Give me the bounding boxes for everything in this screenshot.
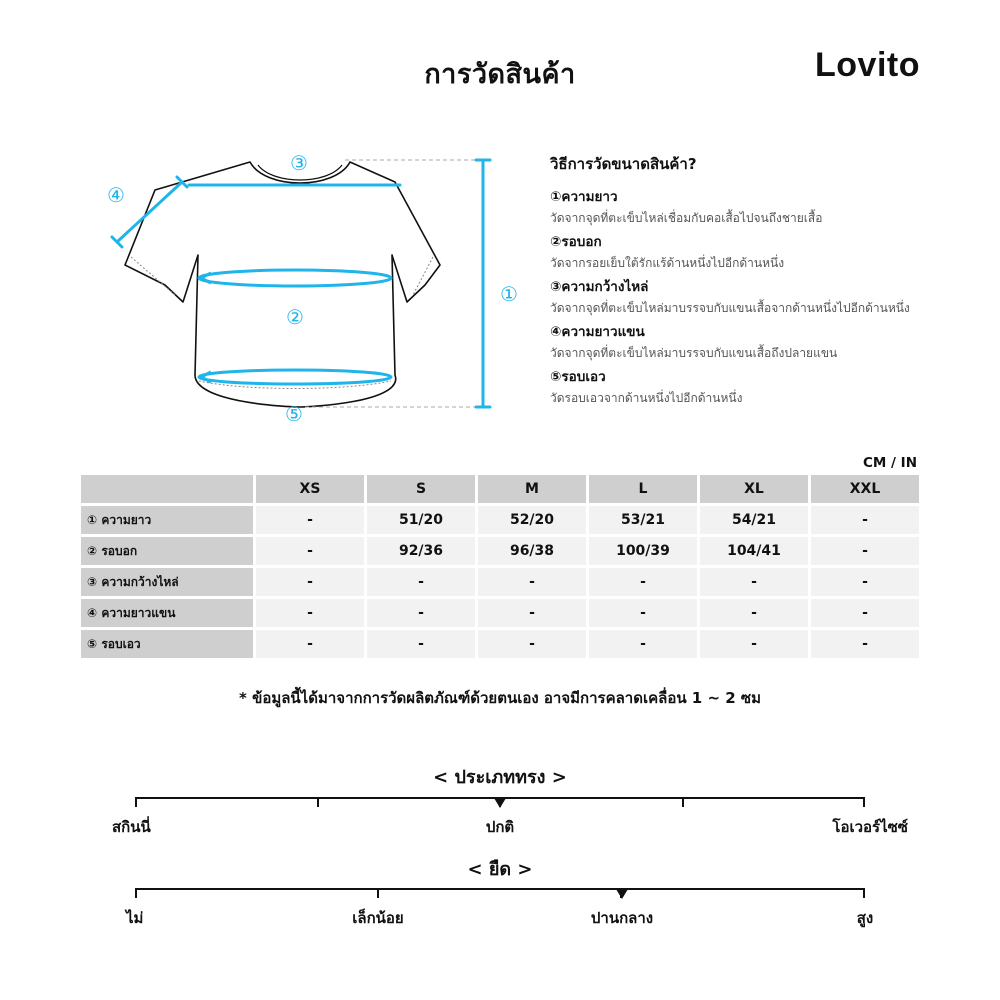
howto-item-chest bbox=[550, 231, 970, 273]
table-cell: 54/21 bbox=[700, 506, 808, 534]
stretch-scale-title: < ยืด > bbox=[467, 859, 533, 880]
table-cell: - bbox=[256, 506, 364, 534]
unit-label: CM / IN bbox=[863, 455, 917, 471]
fit-scale-tick bbox=[682, 797, 684, 807]
fit-scale-tick bbox=[135, 797, 137, 807]
stretch-scale-tick bbox=[377, 888, 379, 898]
stretch-scale bbox=[135, 888, 865, 928]
table-cell: - bbox=[478, 599, 586, 627]
table-cell: 100/39 bbox=[589, 537, 697, 565]
table-cell: - bbox=[478, 630, 586, 658]
fit-label-skinny: สกินนี่ bbox=[112, 818, 151, 836]
marker-chest: ② bbox=[286, 305, 304, 329]
howto-item-title: ②รอบอก bbox=[550, 234, 602, 250]
table-header-row bbox=[81, 475, 919, 503]
howto-item-waist bbox=[550, 366, 970, 408]
fit-scale-title: < ประเภททรง > bbox=[433, 767, 567, 788]
row-label: ② รอบอก bbox=[81, 537, 253, 565]
table-cell: - bbox=[256, 568, 364, 596]
table-cell: - bbox=[700, 599, 808, 627]
howto-item-sleeve bbox=[550, 321, 970, 363]
fit-scale-marker bbox=[494, 798, 506, 808]
table-row bbox=[81, 599, 919, 627]
howto-item-desc: วัดจากจุดที่ตะเข็บไหล่มาบรรจบกับแขนเสื้อถึงปลายแขน bbox=[550, 346, 838, 360]
howto-item-title: ③ความกว้างไหล่ bbox=[550, 279, 649, 295]
table-cell: 104/41 bbox=[700, 537, 808, 565]
page-title: การวัดสินค้า bbox=[424, 59, 576, 90]
table-cell: 92/36 bbox=[367, 537, 475, 565]
how-to-measure-panel bbox=[550, 152, 970, 411]
how-to-heading: วิธีการวัดขนาดสินค้า? bbox=[550, 155, 697, 173]
size-header: XS bbox=[256, 475, 364, 503]
table-cell: - bbox=[256, 630, 364, 658]
table-cell: - bbox=[700, 568, 808, 596]
table-row bbox=[81, 537, 919, 565]
howto-item-title: ⑤รอบเอว bbox=[550, 369, 606, 385]
row-label: ③ ความกว้างไหล่ bbox=[81, 568, 253, 596]
howto-item-desc: วัดจากรอยเย็บใต้รักแร้ด้านหนึ่งไปอีกด้านหนึ่ง bbox=[550, 256, 785, 270]
row-label: ④ ความยาวแขน bbox=[81, 599, 253, 627]
howto-item-title: ④ความยาวแขน bbox=[550, 324, 645, 340]
table-row bbox=[81, 630, 919, 658]
howto-item-desc: วัดจากจุดที่ตะเข็บไหล่มาบรรจบกับแขนเสื้อจากด้านหนึ่งไปอีกด้านหนึ่ง bbox=[550, 301, 910, 315]
table-cell: - bbox=[700, 630, 808, 658]
fit-scale-tick bbox=[863, 797, 865, 807]
measurement-disclaimer: * ข้อมูลนี้ได้มาจากการวัดผลิตภัณฑ์ด้วยตนเอง อาจมีการคลาดเคลื่อน 1 ~ 2 ซม bbox=[239, 689, 761, 707]
table-cell: - bbox=[811, 506, 919, 534]
brand-logo: Lovito bbox=[815, 46, 920, 84]
table-cell: - bbox=[811, 568, 919, 596]
table-cell: - bbox=[478, 568, 586, 596]
table-corner-cell bbox=[81, 475, 253, 503]
howto-item-shoulder bbox=[550, 276, 970, 318]
howto-item-desc: วัดรอบเอวจากด้านหนึ่งไปอีกด้านหนึ่ง bbox=[550, 391, 743, 405]
size-header: L bbox=[589, 475, 697, 503]
tshirt-measurement-diagram bbox=[95, 145, 518, 435]
table-cell: 52/20 bbox=[478, 506, 586, 534]
size-header: XL bbox=[700, 475, 808, 503]
table-cell: - bbox=[367, 630, 475, 658]
table-cell: 51/20 bbox=[367, 506, 475, 534]
table-cell: - bbox=[811, 537, 919, 565]
fit-label-oversize: โอเวอร์ไซซ์ bbox=[832, 818, 908, 836]
table-cell: 53/21 bbox=[589, 506, 697, 534]
stretch-scale-tick bbox=[135, 888, 137, 898]
fit-label-regular: ปกติ bbox=[485, 818, 515, 836]
size-header: S bbox=[367, 475, 475, 503]
table-cell: - bbox=[589, 568, 697, 596]
stretch-scale-tick bbox=[863, 888, 865, 898]
size-header: M bbox=[478, 475, 586, 503]
marker-shoulder: ③ bbox=[290, 151, 308, 175]
size-chart-table bbox=[78, 472, 922, 661]
table-cell: - bbox=[256, 537, 364, 565]
table-row bbox=[81, 568, 919, 596]
table-cell: - bbox=[811, 599, 919, 627]
stretch-label-slight: เล็กน้อย bbox=[352, 909, 404, 927]
table-row bbox=[81, 506, 919, 534]
table-cell: - bbox=[589, 630, 697, 658]
stretch-scale-line bbox=[135, 888, 865, 890]
size-header: XXL bbox=[811, 475, 919, 503]
row-label: ① ความยาว bbox=[81, 506, 253, 534]
marker-sleeve: ④ bbox=[107, 183, 125, 207]
howto-item-title: ①ความยาว bbox=[550, 189, 618, 205]
table-cell: - bbox=[589, 599, 697, 627]
marker-length: ① bbox=[500, 282, 518, 306]
marker-waist: ⑤ bbox=[285, 402, 303, 426]
table-cell: - bbox=[811, 630, 919, 658]
stretch-label-high: สูง bbox=[856, 909, 874, 927]
howto-item-length bbox=[550, 186, 970, 228]
table-cell: 96/38 bbox=[478, 537, 586, 565]
row-label: ⑤ รอบเอว bbox=[81, 630, 253, 658]
table-cell: - bbox=[256, 599, 364, 627]
table-cell: - bbox=[367, 599, 475, 627]
stretch-scale-marker bbox=[616, 889, 628, 899]
fit-scale-tick bbox=[317, 797, 319, 807]
table-cell: - bbox=[367, 568, 475, 596]
stretch-label-none: ไม่ bbox=[126, 909, 144, 927]
stretch-label-medium: ปานกลาง bbox=[590, 909, 654, 927]
howto-item-desc: วัดจากจุดที่ตะเข็บไหล่เชื่อมกับคอเสื้อไปจนถึงชายเสื้อ bbox=[550, 211, 823, 225]
